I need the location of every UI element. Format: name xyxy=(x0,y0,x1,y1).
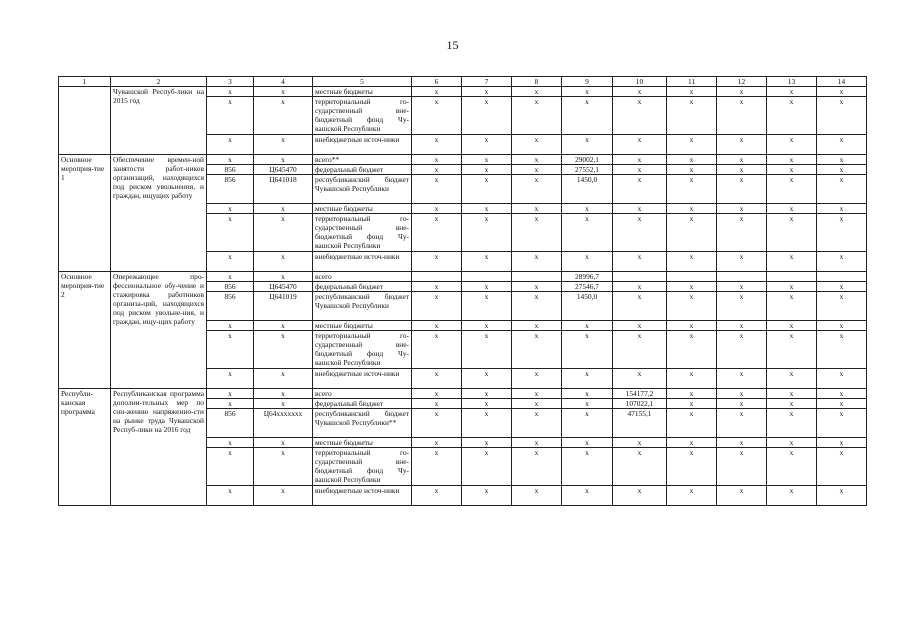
year-value-cell: х xyxy=(767,369,817,389)
year-value-cell: х xyxy=(462,389,512,399)
budget-table xyxy=(58,76,867,506)
year-value-cell: х xyxy=(667,87,717,97)
year-value-cell: х xyxy=(767,486,817,506)
year-value-cell: х xyxy=(667,252,717,272)
year-value-cell: х xyxy=(667,486,717,506)
year-value-cell: х xyxy=(817,409,867,438)
year-value-cell: х xyxy=(717,448,767,486)
header-cell: 4 xyxy=(254,77,313,87)
target-article-cell: х xyxy=(254,389,313,399)
year-value-cell: х xyxy=(817,165,867,175)
year-value-cell: х xyxy=(613,97,667,135)
year-value-cell: х xyxy=(817,369,867,389)
target-article-cell: Ц641019 xyxy=(254,292,313,321)
header-cell: 6 xyxy=(412,77,462,87)
year-value-cell: х xyxy=(667,204,717,214)
year-value-cell: 28996,7 xyxy=(562,272,613,282)
year-value-cell: х xyxy=(412,135,462,155)
target-article-cell: х xyxy=(254,486,313,506)
grbs-code-cell: х xyxy=(207,97,254,135)
year-value-cell: х xyxy=(462,165,512,175)
year-value-cell: х xyxy=(412,331,462,369)
year-value-cell: х xyxy=(412,214,462,252)
year-value-cell: х xyxy=(462,214,512,252)
page-number: 15 xyxy=(446,38,459,52)
year-value-cell: х xyxy=(667,321,717,331)
grbs-code-cell: х xyxy=(207,87,254,97)
year-value-cell: х xyxy=(412,321,462,331)
target-article-cell: х xyxy=(254,272,313,282)
year-value-cell: 27552,1 xyxy=(562,165,613,175)
year-value-cell: х xyxy=(512,204,562,214)
year-value-cell: х xyxy=(562,331,613,369)
year-value-cell: х xyxy=(412,252,462,272)
year-value-cell: х xyxy=(613,252,667,272)
funding-source-cell: внебюджетные источ-ники xyxy=(313,486,412,506)
year-value-cell: х xyxy=(613,204,667,214)
year-value-cell: х xyxy=(667,389,717,399)
year-value-cell: х xyxy=(562,214,613,252)
target-article-cell: Ц64ххххххх xyxy=(254,409,313,438)
year-value-cell xyxy=(767,272,817,282)
grbs-code-cell: х xyxy=(207,321,254,331)
year-value-cell: х xyxy=(613,155,667,165)
target-article-cell: х xyxy=(254,321,313,331)
year-value-cell: х xyxy=(462,369,512,389)
year-value-cell: х xyxy=(462,155,512,165)
grbs-code-cell: х xyxy=(207,252,254,272)
year-value-cell: х xyxy=(667,369,717,389)
funding-source-cell: всего xyxy=(313,272,412,282)
program-name-cell: Обеспечение времен-ной занятости работ-ников организаций, находящихся под риском увольнения, и граждан, ищущих работу xyxy=(111,155,207,272)
year-value-cell: х xyxy=(462,204,512,214)
year-value-cell: х xyxy=(462,409,512,438)
target-article-cell: х xyxy=(254,438,313,448)
funding-source-cell: республиканский бюджет Чувашской Республики** xyxy=(313,409,412,438)
year-value-cell: х xyxy=(462,448,512,486)
funding-source-cell: местные бюджеты xyxy=(313,438,412,448)
year-value-cell: х xyxy=(767,214,817,252)
year-value-cell: х xyxy=(613,282,667,292)
year-value-cell: х xyxy=(512,87,562,97)
year-value-cell: 107022,1 xyxy=(613,399,667,409)
funding-source-cell: территориальный го-сударственный вне-бюджетный фонд Чу-вашской Республики xyxy=(313,97,412,135)
year-value-cell: х xyxy=(462,252,512,272)
grbs-code-cell: х xyxy=(207,486,254,506)
year-value-cell: х xyxy=(412,292,462,321)
year-value-cell: х xyxy=(412,155,462,165)
year-value-cell: х xyxy=(562,389,613,399)
table-row xyxy=(59,155,867,165)
year-value-cell: х xyxy=(462,486,512,506)
grbs-code-cell: х xyxy=(207,272,254,282)
year-value-cell: х xyxy=(613,331,667,369)
year-value-cell: х xyxy=(717,321,767,331)
year-value-cell: х xyxy=(462,97,512,135)
table-row xyxy=(59,87,867,97)
year-value-cell: х xyxy=(667,175,717,204)
year-value-cell xyxy=(462,272,512,282)
year-value-cell: х xyxy=(767,438,817,448)
year-value-cell: х xyxy=(613,175,667,204)
year-value-cell: х xyxy=(412,165,462,175)
year-value-cell: х xyxy=(412,175,462,204)
program-name-cell: Чувашской Респуб-лики на 2015 год xyxy=(111,87,207,155)
year-value-cell: х xyxy=(717,486,767,506)
year-value-cell xyxy=(512,272,562,282)
funding-source-cell: республиканский бюджет Чувашской Республики xyxy=(313,175,412,204)
year-value-cell: х xyxy=(817,438,867,448)
year-value-cell: х xyxy=(817,331,867,369)
grbs-code-cell: 856 xyxy=(207,282,254,292)
year-value-cell: х xyxy=(512,97,562,135)
header-cell: 7 xyxy=(462,77,512,87)
year-value-cell: х xyxy=(717,369,767,389)
year-value-cell: х xyxy=(817,389,867,399)
header-cell: 9 xyxy=(562,77,613,87)
year-value-cell: 27546,7 xyxy=(562,282,613,292)
year-value-cell: х xyxy=(717,135,767,155)
year-value-cell: 154177,2 xyxy=(613,389,667,399)
year-value-cell: х xyxy=(562,486,613,506)
year-value-cell: х xyxy=(562,369,613,389)
year-value-cell: х xyxy=(512,135,562,155)
year-value-cell xyxy=(667,272,717,282)
year-value-cell: х xyxy=(512,321,562,331)
header-cell: 12 xyxy=(717,77,767,87)
year-value-cell: х xyxy=(817,87,867,97)
year-value-cell: х xyxy=(412,204,462,214)
year-value-cell: х xyxy=(512,214,562,252)
year-value-cell: х xyxy=(817,214,867,252)
year-value-cell: х xyxy=(767,409,817,438)
year-value-cell xyxy=(613,272,667,282)
year-value-cell: х xyxy=(512,399,562,409)
header-cell: 1 xyxy=(59,77,111,87)
year-value-cell xyxy=(412,272,462,282)
year-value-cell: х xyxy=(667,282,717,292)
year-value-cell: х xyxy=(412,448,462,486)
year-value-cell: х xyxy=(667,214,717,252)
header-cell: 3 xyxy=(207,77,254,87)
year-value-cell: х xyxy=(717,409,767,438)
year-value-cell: х xyxy=(817,292,867,321)
year-value-cell xyxy=(817,272,867,282)
header-cell: 2 xyxy=(111,77,207,87)
year-value-cell: х xyxy=(562,87,613,97)
table-body xyxy=(59,77,867,506)
year-value-cell: х xyxy=(817,486,867,506)
year-value-cell: х xyxy=(767,282,817,292)
year-value-cell: х xyxy=(412,282,462,292)
funding-source-cell: местные бюджеты xyxy=(313,204,412,214)
year-value-cell: х xyxy=(717,292,767,321)
year-value-cell: х xyxy=(817,204,867,214)
funding-source-cell: республиканский бюджет Чувашской Республики xyxy=(313,292,412,321)
target-article-cell: Ц641018 xyxy=(254,175,313,204)
year-value-cell: х xyxy=(412,87,462,97)
year-value-cell: х xyxy=(767,165,817,175)
header-cell: 13 xyxy=(767,77,817,87)
year-value-cell: х xyxy=(562,399,613,409)
header-cell: 11 xyxy=(667,77,717,87)
target-article-cell: х xyxy=(254,214,313,252)
year-value-cell: х xyxy=(512,292,562,321)
year-value-cell: х xyxy=(717,389,767,399)
year-value-cell: х xyxy=(512,486,562,506)
year-value-cell: х xyxy=(512,155,562,165)
year-value-cell: х xyxy=(817,135,867,155)
year-value-cell: х xyxy=(512,331,562,369)
year-value-cell: х xyxy=(817,321,867,331)
year-value-cell: х xyxy=(667,97,717,135)
year-value-cell: х xyxy=(462,331,512,369)
year-value-cell: х xyxy=(562,97,613,135)
year-value-cell: х xyxy=(512,448,562,486)
target-article-cell: х xyxy=(254,155,313,165)
year-value-cell: х xyxy=(462,175,512,204)
year-value-cell: х xyxy=(512,409,562,438)
header-cell: 5 xyxy=(313,77,412,87)
year-value-cell: х xyxy=(512,389,562,399)
year-value-cell: х xyxy=(613,369,667,389)
grbs-code-cell: х xyxy=(207,399,254,409)
funding-source-cell: территориальный го-сударственный вне-бюджетный фонд Чу-вашской Республики xyxy=(313,448,412,486)
year-value-cell: х xyxy=(667,409,717,438)
year-value-cell: х xyxy=(717,399,767,409)
year-value-cell: х xyxy=(613,87,667,97)
year-value-cell: х xyxy=(717,155,767,165)
year-value-cell: х xyxy=(462,292,512,321)
year-value-cell: х xyxy=(667,399,717,409)
funding-source-cell: всего** xyxy=(313,155,412,165)
program-name-cell: Опережающее про-фессиональное обу-чение и стажировка работников организа-ций, находящихся под риском увольне-ния, и граждан, ищу-щих работу xyxy=(111,272,207,389)
table-row xyxy=(59,272,867,282)
target-article-cell: х xyxy=(254,369,313,389)
program-item-cell xyxy=(59,87,111,155)
year-value-cell: х xyxy=(562,135,613,155)
grbs-code-cell: х xyxy=(207,204,254,214)
year-value-cell: х xyxy=(767,321,817,331)
target-article-cell: х xyxy=(254,204,313,214)
year-value-cell: х xyxy=(667,292,717,321)
year-value-cell: х xyxy=(817,282,867,292)
year-value-cell: х xyxy=(767,87,817,97)
year-value-cell: х xyxy=(462,399,512,409)
target-article-cell: Ц645470 xyxy=(254,282,313,292)
year-value-cell: х xyxy=(717,97,767,135)
program-item-cell: Основное мероприя-тие 1 xyxy=(59,155,111,272)
year-value-cell: х xyxy=(667,165,717,175)
year-value-cell: х xyxy=(767,135,817,155)
funding-source-cell: федеральный бюджет xyxy=(313,282,412,292)
year-value-cell: х xyxy=(667,448,717,486)
target-article-cell: Ц645470 xyxy=(254,165,313,175)
grbs-code-cell: х xyxy=(207,135,254,155)
target-article-cell: х xyxy=(254,252,313,272)
year-value-cell: х xyxy=(462,282,512,292)
funding-source-cell: местные бюджеты xyxy=(313,87,412,97)
target-article-cell: х xyxy=(254,97,313,135)
year-value-cell: х xyxy=(512,252,562,272)
year-value-cell: х xyxy=(512,165,562,175)
year-value-cell: х xyxy=(462,321,512,331)
year-value-cell: х xyxy=(667,438,717,448)
target-article-cell: х xyxy=(254,87,313,97)
year-value-cell: х xyxy=(462,87,512,97)
year-value-cell: х xyxy=(717,252,767,272)
year-value-cell: х xyxy=(767,175,817,204)
year-value-cell: х xyxy=(767,331,817,369)
year-value-cell: х xyxy=(613,214,667,252)
year-value-cell: х xyxy=(767,292,817,321)
year-value-cell: х xyxy=(667,135,717,155)
year-value-cell: х xyxy=(562,204,613,214)
year-value-cell: х xyxy=(817,155,867,165)
grbs-code-cell: х xyxy=(207,155,254,165)
program-name-cell: Республиканская программа дополни-тельных мер по сни-жению напряженно-сти на рынке труда Чувашской Респуб-лики на 2016 год xyxy=(111,389,207,506)
grbs-code-cell: х xyxy=(207,331,254,369)
year-value-cell: х xyxy=(613,135,667,155)
year-value-cell: х xyxy=(613,165,667,175)
year-value-cell: х xyxy=(562,409,613,438)
year-value-cell: х xyxy=(767,204,817,214)
year-value-cell: х xyxy=(717,204,767,214)
target-article-cell: х xyxy=(254,448,313,486)
year-value-cell: 1450,0 xyxy=(562,175,613,204)
header-cell: 14 xyxy=(817,77,867,87)
year-value-cell: х xyxy=(412,438,462,448)
header-cell: 10 xyxy=(613,77,667,87)
year-value-cell: х xyxy=(562,321,613,331)
year-value-cell: х xyxy=(667,155,717,165)
year-value-cell: х xyxy=(613,292,667,321)
year-value-cell: х xyxy=(613,448,667,486)
year-value-cell: х xyxy=(613,321,667,331)
year-value-cell: х xyxy=(462,438,512,448)
year-value-cell: х xyxy=(613,438,667,448)
funding-source-cell: территориальный го-сударственный вне-бюджетный фонд Чу-вашской Республики xyxy=(313,214,412,252)
grbs-code-cell: 856 xyxy=(207,292,254,321)
header-row xyxy=(59,77,867,87)
year-value-cell: х xyxy=(717,331,767,369)
year-value-cell: х xyxy=(412,369,462,389)
grbs-code-cell: 856 xyxy=(207,165,254,175)
year-value-cell: х xyxy=(767,448,817,486)
year-value-cell xyxy=(717,272,767,282)
year-value-cell: х xyxy=(462,135,512,155)
year-value-cell: х xyxy=(512,369,562,389)
year-value-cell: х xyxy=(412,97,462,135)
year-value-cell: 1450,0 xyxy=(562,292,613,321)
year-value-cell: х xyxy=(412,389,462,399)
grbs-code-cell: х xyxy=(207,438,254,448)
target-article-cell: х xyxy=(254,331,313,369)
year-value-cell: х xyxy=(817,97,867,135)
year-value-cell: х xyxy=(412,486,462,506)
year-value-cell: х xyxy=(512,282,562,292)
grbs-code-cell: х xyxy=(207,369,254,389)
grbs-code-cell: 856 xyxy=(207,175,254,204)
funding-source-cell: федеральный бюджет xyxy=(313,165,412,175)
funding-source-cell: внебюджетные источ-ники xyxy=(313,135,412,155)
target-article-cell: х xyxy=(254,135,313,155)
table-row xyxy=(59,389,867,399)
year-value-cell: х xyxy=(512,438,562,448)
year-value-cell: х xyxy=(717,175,767,204)
year-value-cell: х xyxy=(717,214,767,252)
funding-source-cell: всего xyxy=(313,389,412,399)
year-value-cell: х xyxy=(412,409,462,438)
year-value-cell: х xyxy=(817,252,867,272)
year-value-cell: х xyxy=(767,399,817,409)
funding-source-cell: внебюджетные источ-ники xyxy=(313,369,412,389)
year-value-cell: х xyxy=(767,97,817,135)
grbs-code-cell: х xyxy=(207,389,254,399)
grbs-code-cell: х xyxy=(207,448,254,486)
year-value-cell: х xyxy=(562,252,613,272)
funding-source-cell: федеральный бюджет xyxy=(313,399,412,409)
year-value-cell: х xyxy=(767,252,817,272)
year-value-cell: х xyxy=(767,389,817,399)
year-value-cell: х xyxy=(667,331,717,369)
year-value-cell: 47155,1 xyxy=(613,409,667,438)
year-value-cell: х xyxy=(562,438,613,448)
year-value-cell: х xyxy=(817,399,867,409)
program-item-cell: Республи-канская программа xyxy=(59,389,111,506)
year-value-cell: х xyxy=(817,448,867,486)
funding-source-cell: внебюджетные источ-ники xyxy=(313,252,412,272)
year-value-cell: х xyxy=(717,282,767,292)
year-value-cell: х xyxy=(613,486,667,506)
grbs-code-cell: 856 xyxy=(207,409,254,438)
funding-source-cell: местные бюджеты xyxy=(313,321,412,331)
year-value-cell: х xyxy=(767,155,817,165)
year-value-cell: х xyxy=(717,438,767,448)
grbs-code-cell: х xyxy=(207,214,254,252)
program-item-cell: Основное мероприя-тие 2 xyxy=(59,272,111,389)
year-value-cell: 29002,1 xyxy=(562,155,613,165)
year-value-cell: х xyxy=(412,399,462,409)
year-value-cell: х xyxy=(512,175,562,204)
year-value-cell: х xyxy=(817,175,867,204)
year-value-cell: х xyxy=(717,87,767,97)
target-article-cell: х xyxy=(254,399,313,409)
year-value-cell: х xyxy=(562,448,613,486)
header-cell: 8 xyxy=(512,77,562,87)
funding-source-cell: территориальный го-сударственный вне-бюджетный фонд Чу-вашской Республики xyxy=(313,331,412,369)
year-value-cell: х xyxy=(717,165,767,175)
